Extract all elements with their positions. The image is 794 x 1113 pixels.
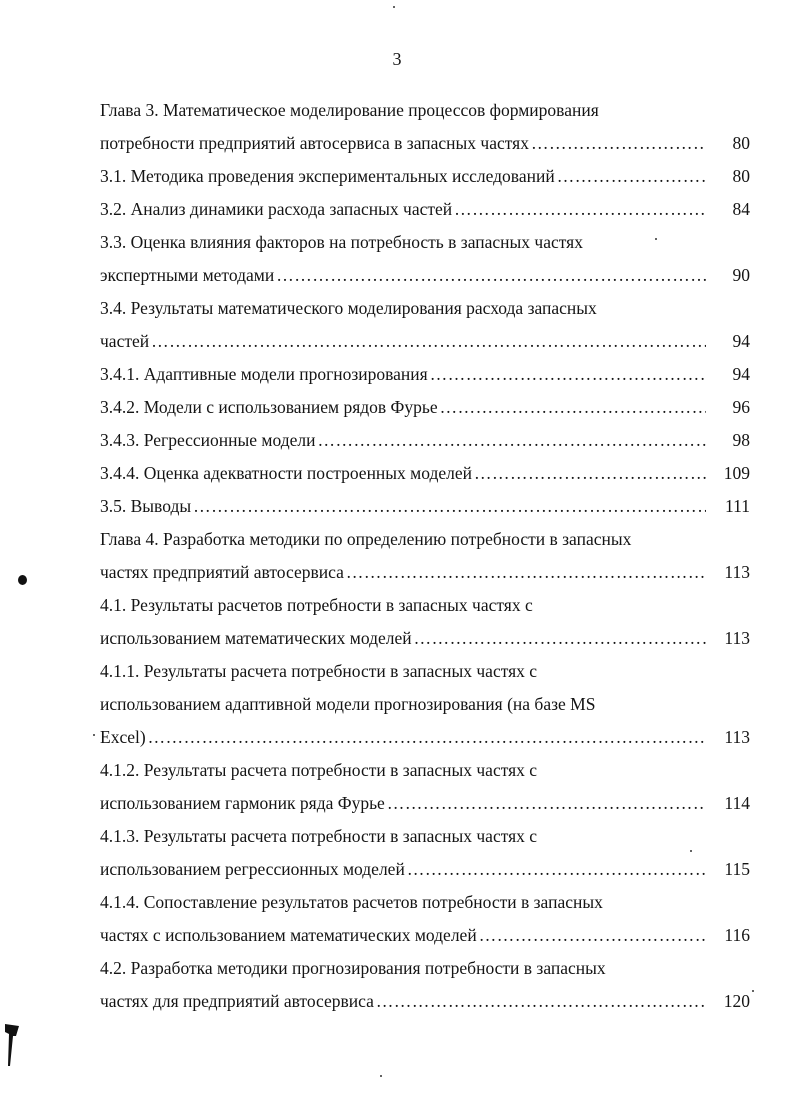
ink-mark: [4, 1022, 20, 1068]
toc-entry-title: использованием адаптивной модели прогнозирования (на базе MS: [100, 694, 596, 714]
toc-page-number: 113: [724, 727, 750, 747]
toc-entry-title: частей: [100, 331, 150, 351]
toc-entry-title: потребности предприятий автосервиса в запасных частях: [100, 133, 529, 153]
toc-entry-title: 3.5. Выводы: [100, 496, 192, 516]
toc-entry-continued: [100, 820, 750, 853]
scan-speck: [93, 734, 95, 736]
toc-entry: [100, 622, 750, 655]
toc-entry: [100, 721, 750, 754]
toc-dot-leader: [376, 985, 706, 1018]
scan-speck: [752, 990, 754, 992]
toc-entry: [100, 556, 750, 589]
toc-dot-leader: [407, 853, 706, 886]
toc-entry-title: 4.2. Разработка методики прогнозирования потребности в запасных: [100, 958, 606, 978]
toc-entry-title: 4.1. Результаты расчетов потребности в запасных частях с: [100, 595, 533, 615]
toc-entry-title: 3.4.2. Модели с использованием рядов Фурье: [100, 397, 438, 417]
page-number: 3: [392, 49, 402, 69]
toc-page-number: 113: [724, 628, 750, 648]
toc-page-number: 114: [724, 793, 750, 813]
toc-entry-continued: [100, 655, 750, 688]
toc-page-number: 80: [732, 133, 750, 153]
toc-page-number: 109: [723, 463, 750, 483]
toc-entry-continued: [100, 688, 750, 721]
scan-speck: [380, 1075, 382, 1077]
toc-entry-title: 4.1.1. Результаты расчета потребности в запасных частях с: [100, 661, 538, 681]
toc-dot-leader: [454, 193, 706, 226]
ink-blot: [18, 575, 27, 585]
toc-entry: [100, 160, 750, 193]
toc-entry-title: 4.1.3. Результаты расчета потребности в запасных частях с: [100, 826, 538, 846]
toc-dot-leader: [430, 358, 706, 391]
toc-dot-leader: [414, 622, 706, 655]
toc-page-number: 98: [732, 430, 750, 450]
toc-page-number: 115: [724, 859, 750, 879]
toc-page-number: 94: [732, 331, 750, 351]
table-of-contents: [100, 94, 750, 1018]
toc-entry-continued: [100, 754, 750, 787]
toc-entry: [100, 787, 750, 820]
toc-entry-title: использованием регрессионных моделей: [100, 859, 405, 879]
toc-dot-leader: [440, 391, 706, 424]
toc-entry-title: частях для предприятий автосервиса: [100, 991, 374, 1011]
toc-entry-title: 3.4.1. Адаптивные модели прогнозирования: [100, 364, 428, 384]
toc-dot-leader: [531, 127, 706, 160]
toc-entry-continued: [100, 886, 750, 919]
toc-dot-leader: [148, 721, 706, 754]
toc-dot-leader: [474, 457, 706, 490]
toc-page-number: 84: [732, 199, 750, 219]
toc-entry-title: частях с использованием математических моделей: [100, 925, 477, 945]
toc-entry: [100, 127, 750, 160]
toc-entry-continued: [100, 94, 750, 127]
toc-page-number: 116: [724, 925, 750, 945]
toc-page-number: 113: [724, 562, 750, 582]
toc-entry-title: экспертными методами: [100, 265, 275, 285]
toc-entry: [100, 391, 750, 424]
toc-page-number: 80: [732, 166, 750, 186]
toc-entry-continued: [100, 226, 750, 259]
toc-entry-title: Excel): [100, 727, 146, 747]
toc-dot-leader: [346, 556, 706, 589]
toc-entry: [100, 358, 750, 391]
toc-entry-title: 3.1. Методика проведения экспериментальных исследований: [100, 166, 555, 186]
toc-dot-leader: [193, 490, 706, 523]
toc-entry-title: Глава 3. Математическое моделирование процессов формирования: [100, 100, 599, 120]
toc-dot-leader: [151, 325, 706, 358]
scan-speck: [655, 238, 657, 240]
toc-entry-title: 3.4.4. Оценка адекватности построенных моделей: [100, 463, 473, 483]
toc-page-number: 96: [732, 397, 750, 417]
toc-entry-title: использованием математических моделей: [100, 628, 412, 648]
toc-entry-title: 3.3. Оценка влияния факторов на потребность в запасных частях: [100, 232, 583, 252]
toc-entry: [100, 193, 750, 226]
toc-entry-continued: [100, 589, 750, 622]
toc-entry-title: Глава 4. Разработка методики по определению потребности в запасных: [100, 529, 632, 549]
toc-entry: [100, 853, 750, 886]
toc-dot-leader: [276, 259, 706, 292]
scan-speck: [690, 850, 692, 852]
toc-dot-leader: [387, 787, 706, 820]
toc-page-number: 120: [723, 991, 750, 1011]
toc-dot-leader: [318, 424, 706, 457]
toc-entry-title: 4.1.2. Результаты расчета потребности в запасных частях с: [100, 760, 538, 780]
toc-entry-continued: [100, 292, 750, 325]
toc-entry: [100, 325, 750, 358]
toc-entry-title: 3.2. Анализ динамики расхода запасных частей: [100, 199, 453, 219]
toc-entry-title: 4.1.4. Сопоставление результатов расчетов потребности в запасных: [100, 892, 603, 912]
toc-dot-leader: [557, 160, 706, 193]
toc-entry: [100, 424, 750, 457]
toc-entry: [100, 985, 750, 1018]
toc-entry-title: 3.4. Результаты математического моделирования расхода запасных: [100, 298, 597, 318]
scan-speck: [393, 6, 395, 8]
toc-entry-title: использованием гармоник ряда Фурье: [100, 793, 385, 813]
toc-entry-title: частях предприятий автосервиса: [100, 562, 344, 582]
toc-entry: [100, 919, 750, 952]
toc-dot-leader: [479, 919, 706, 952]
toc-entry: [100, 259, 750, 292]
toc-entry-continued: [100, 952, 750, 985]
toc-entry: [100, 457, 750, 490]
toc-entry-title: 3.4.3. Регрессионные модели: [100, 430, 316, 450]
toc-page-number: 90: [732, 265, 750, 285]
toc-entry-continued: [100, 523, 750, 556]
toc-page-number: 94: [732, 364, 750, 384]
toc-entry: [100, 490, 750, 523]
toc-page-number: 111: [725, 496, 750, 516]
